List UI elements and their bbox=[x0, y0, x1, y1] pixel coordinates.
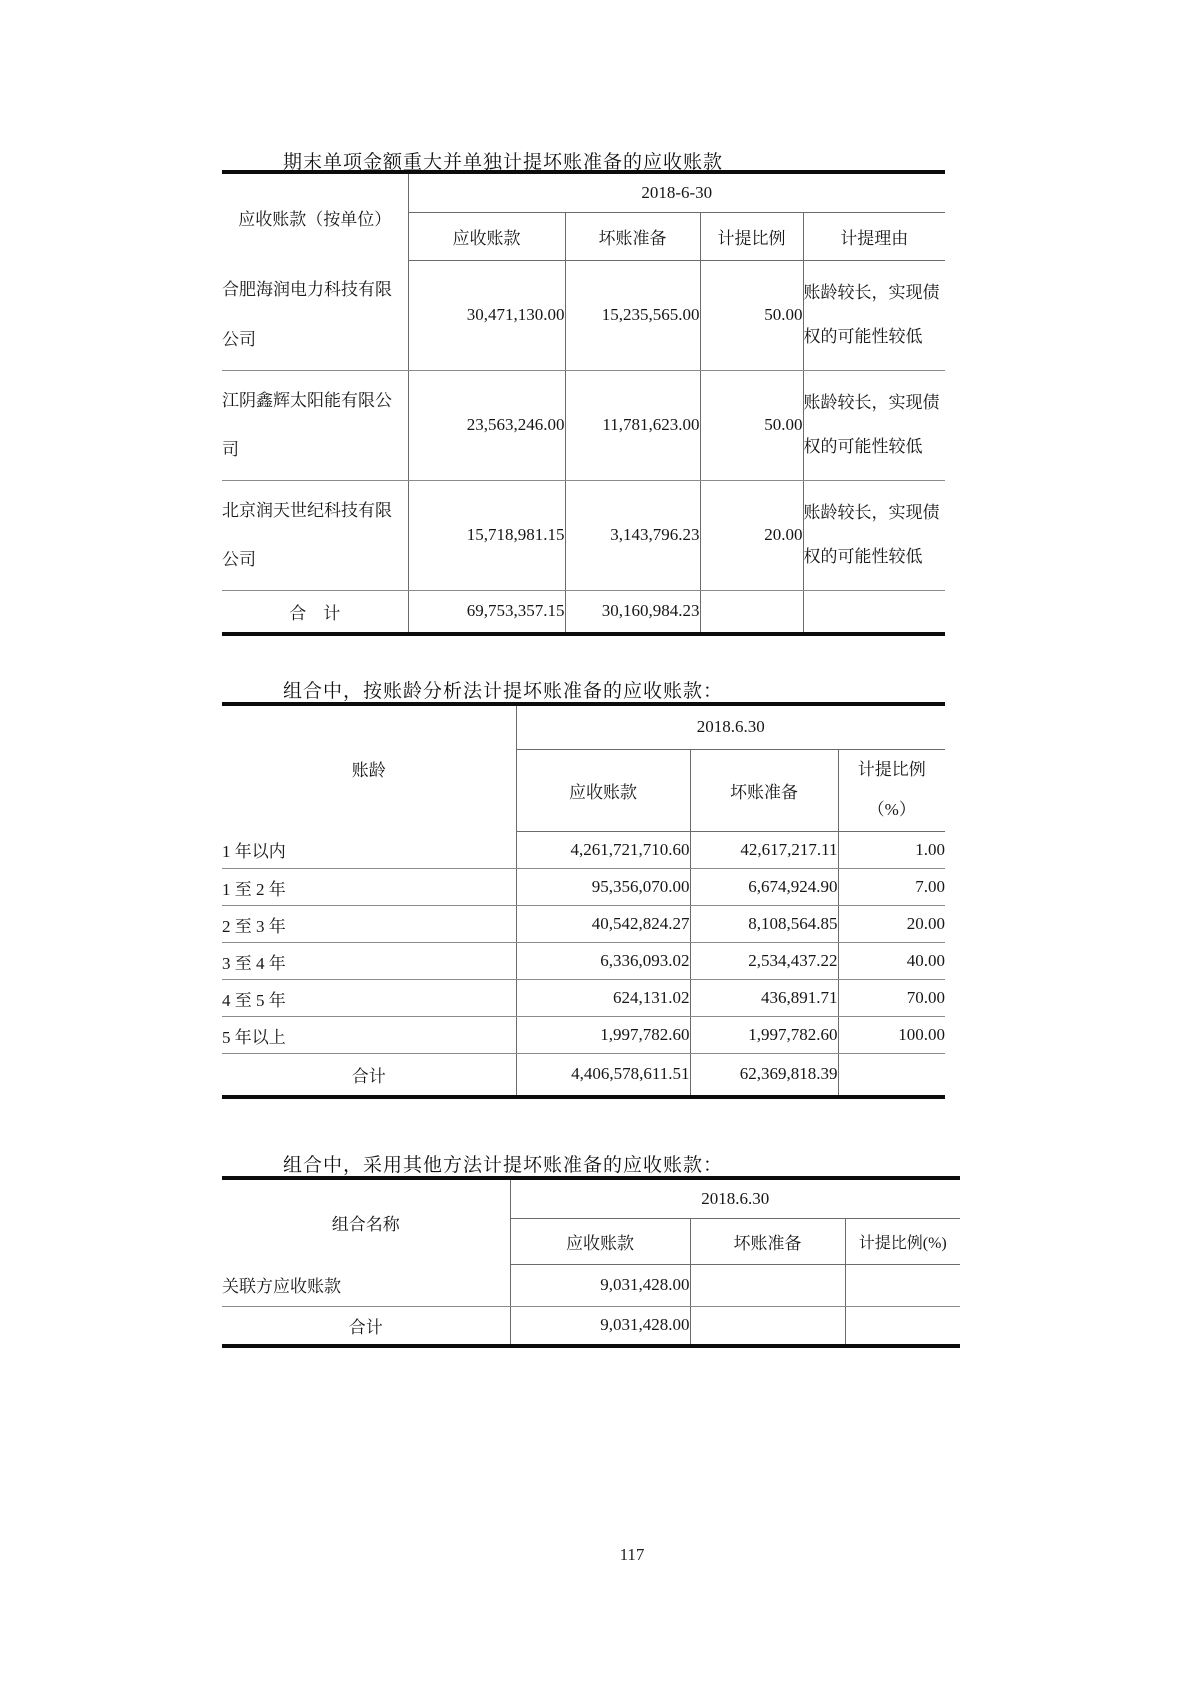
table-row bbox=[222, 1017, 945, 1054]
t2-col-ratio bbox=[838, 749, 945, 832]
total-row bbox=[222, 590, 945, 634]
table-row bbox=[222, 480, 945, 590]
t1-corner-header: 应收账款（按单位） bbox=[222, 172, 408, 260]
t2-corner-header: 账龄 bbox=[222, 704, 516, 832]
total-provision: 30,160,984.23 bbox=[565, 590, 700, 634]
provision-amount-cell: 1,997,782.60 bbox=[690, 1017, 838, 1054]
total-label: 合 计 bbox=[222, 590, 408, 634]
reason-cell: 账龄较长，实现债权的可能性较低 bbox=[803, 480, 945, 590]
ratio-cell: 50.00 bbox=[700, 370, 803, 480]
receivable-amount-cell: 624,131.02 bbox=[516, 980, 690, 1017]
receivable-amount-cell: 4,261,721,710.60 bbox=[516, 832, 690, 869]
t1-col-provision: 坏账准备 bbox=[565, 212, 700, 260]
reason-cell: 账龄较长，实现债权的可能性较低 bbox=[803, 260, 945, 370]
t3-col-receivable: 应收账款 bbox=[510, 1218, 690, 1264]
total-receivable: 9,031,428.00 bbox=[510, 1306, 690, 1346]
provision-amount-cell: 8,108,564.85 bbox=[690, 906, 838, 943]
t1-col-ratio: 计提比例 bbox=[700, 212, 803, 260]
ratio-cell: 1.00 bbox=[838, 832, 945, 869]
receivable-amount-cell: 9,031,428.00 bbox=[510, 1264, 690, 1306]
table-row bbox=[222, 260, 945, 370]
t1-date-header: 2018-6-30 bbox=[408, 172, 945, 212]
company-name-cell: 合肥海润电力科技有限公司 bbox=[222, 260, 408, 370]
t3-date-header: 2018.6.30 bbox=[510, 1178, 960, 1218]
other-method-receivables-table bbox=[222, 1176, 960, 1348]
total-ratio-empty bbox=[845, 1306, 960, 1346]
t1-col-reason: 计提理由 bbox=[803, 212, 945, 260]
aging-label-cell: 3 至 4 年 bbox=[222, 943, 516, 980]
t2-col-provision: 坏账准备 bbox=[690, 749, 838, 832]
receivable-amount-cell: 40,542,824.27 bbox=[516, 906, 690, 943]
receivable-amount-cell: 23,563,246.00 bbox=[408, 370, 565, 480]
t3-corner-header: 组合名称 bbox=[222, 1178, 510, 1264]
company-name-cell: 北京润天世纪科技有限公司 bbox=[222, 480, 408, 590]
total-receivable: 4,406,578,611.51 bbox=[516, 1054, 690, 1097]
receivable-amount-cell: 1,997,782.60 bbox=[516, 1017, 690, 1054]
portfolio-name-cell: 关联方应收账款 bbox=[222, 1264, 510, 1306]
table-row bbox=[222, 869, 945, 906]
provision-amount-cell: 15,235,565.00 bbox=[565, 260, 700, 370]
table3-title: 组合中，采用其他方法计提坏账准备的应收账款： bbox=[283, 1155, 724, 1176]
t3-col-provision: 坏账准备 bbox=[690, 1218, 845, 1264]
receivable-amount-cell: 15,718,981.15 bbox=[408, 480, 565, 590]
individually-significant-receivables-table bbox=[222, 170, 945, 636]
ratio-cell bbox=[845, 1264, 960, 1306]
receivable-amount-cell: 6,336,093.02 bbox=[516, 943, 690, 980]
ratio-cell: 20.00 bbox=[838, 906, 945, 943]
aging-label-cell: 5 年以上 bbox=[222, 1017, 516, 1054]
provision-amount-cell: 2,534,437.22 bbox=[690, 943, 838, 980]
t2-col-ratio-unit: （%） bbox=[867, 800, 916, 820]
total-provision bbox=[690, 1306, 845, 1346]
total-ratio-empty bbox=[838, 1054, 945, 1097]
provision-amount-cell: 6,674,924.90 bbox=[690, 869, 838, 906]
aging-label-cell: 1 至 2 年 bbox=[222, 869, 516, 906]
provision-amount-cell: 11,781,623.00 bbox=[565, 370, 700, 480]
table2-title: 组合中，按账龄分析法计提坏账准备的应收账款： bbox=[283, 681, 724, 702]
aging-label-cell: 2 至 3 年 bbox=[222, 906, 516, 943]
total-row bbox=[222, 1054, 945, 1097]
ratio-cell: 20.00 bbox=[700, 480, 803, 590]
ratio-cell: 100.00 bbox=[838, 1017, 945, 1054]
table-row bbox=[222, 943, 945, 980]
ratio-cell: 7.00 bbox=[838, 869, 945, 906]
aging-label-cell: 1 年以内 bbox=[222, 832, 516, 869]
receivable-amount-cell: 30,471,130.00 bbox=[408, 260, 565, 370]
table-row bbox=[222, 832, 945, 869]
total-label: 合计 bbox=[222, 1054, 516, 1097]
page-number: 117 bbox=[619, 1545, 645, 1564]
aging-analysis-receivables-table bbox=[222, 702, 945, 1099]
total-label: 合计 bbox=[222, 1306, 510, 1346]
total-receivable: 69,753,357.15 bbox=[408, 590, 565, 634]
table1-title: 期末单项金额重大并单独计提坏账准备的应收账款 bbox=[283, 152, 724, 173]
table-row bbox=[222, 980, 945, 1017]
total-ratio-empty bbox=[700, 590, 803, 634]
table-row bbox=[222, 370, 945, 480]
provision-amount-cell bbox=[690, 1264, 845, 1306]
table-row bbox=[222, 906, 945, 943]
aging-label-cell: 4 至 5 年 bbox=[222, 980, 516, 1017]
t2-col-receivable: 应收账款 bbox=[516, 749, 690, 832]
company-name-cell: 江阴鑫辉太阳能有限公司 bbox=[222, 370, 408, 480]
total-provision: 62,369,818.39 bbox=[690, 1054, 838, 1097]
reason-cell: 账龄较长，实现债权的可能性较低 bbox=[803, 370, 945, 480]
ratio-cell: 50.00 bbox=[700, 260, 803, 370]
t1-col-receivable: 应收账款 bbox=[408, 212, 565, 260]
t2-col-ratio-line1: 计提比例 bbox=[857, 759, 926, 779]
table-row bbox=[222, 1264, 960, 1306]
ratio-cell: 40.00 bbox=[838, 943, 945, 980]
provision-amount-cell: 436,891.71 bbox=[690, 980, 838, 1017]
t2-date-header: 2018.6.30 bbox=[516, 704, 945, 749]
provision-amount-cell: 3,143,796.23 bbox=[565, 480, 700, 590]
t3-col-ratio: 计提比例(%) bbox=[845, 1218, 960, 1264]
total-reason-empty bbox=[803, 590, 945, 634]
ratio-cell: 70.00 bbox=[838, 980, 945, 1017]
total-row bbox=[222, 1306, 960, 1346]
provision-amount-cell: 42,617,217.11 bbox=[690, 832, 838, 869]
receivable-amount-cell: 95,356,070.00 bbox=[516, 869, 690, 906]
